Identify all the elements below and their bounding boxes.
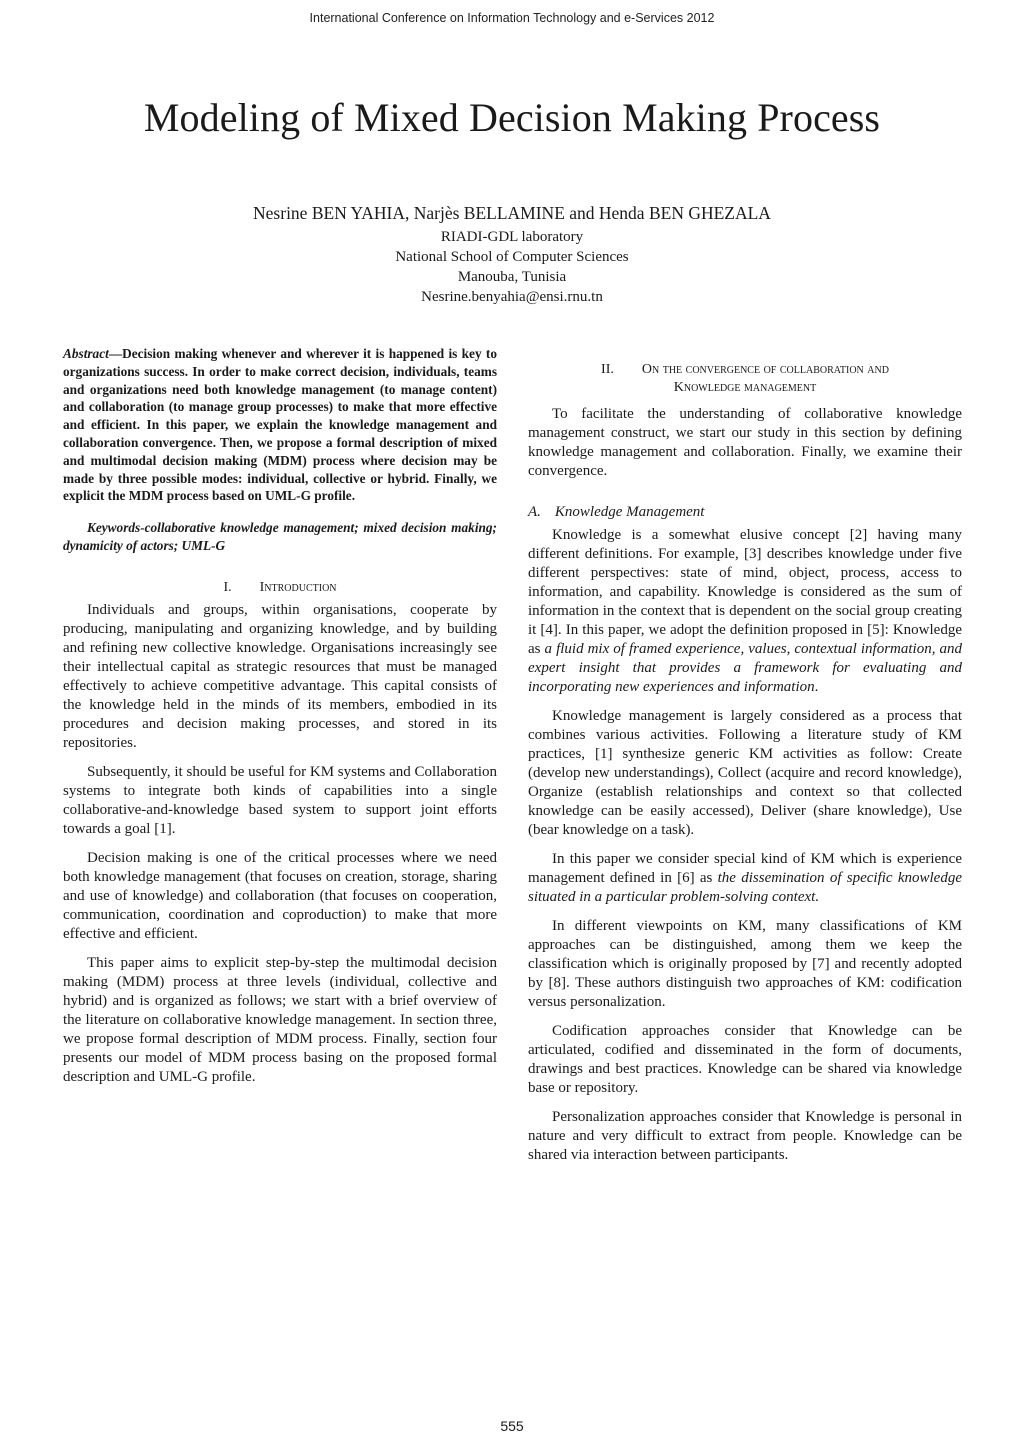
abstract-text: —Decision making whenever and wherever it is happened is key to organizations success. In order to make correct decision, individuals, teams and organizations need both knowledge management (to manage content) and collaboration (to manage group processes) to make that more effective and efficient. In this paper, we explain the knowledge management and collaboration convergence. Then, we propose a formal description of mixed and multimodal decision making (MDM) process where decision may be made by three possible modes: individual, collective or hybrid. Finally, we explicit the MDM process based on UML-G profile. [63,346,497,504]
body-paragraph: To facilitate the understanding of collaborative knowledge management construct, we start our study in this section by defining knowledge management and collaboration. Finally, we examine their convergence. [528,406,962,479]
affiliation-school: National School of Computer Sciences [395,249,629,265]
abstract-label: Abstract [63,346,109,361]
subsection-number: A. [528,504,541,520]
subsection-title: Knowledge Management [554,504,705,520]
conference-header: International Conference on Information Technology and e-Services 2012 [309,11,715,25]
paper-title: Modeling of Mixed Decision Making Process [143,95,881,140]
body-paragraph: Knowledge management is largely considered as a process that combines various activities. Following a literature study of KM practices, [1] synthesize generic KM activities as follow: Create (develop new understandings), Collect (acquire and record knowledge), Organize (establish relationships and context so that collected knowledge can be easily accessed), Deliver (share knowledge), Use (bear knowledge on a task). [528,708,962,838]
body-paragraph: Decision making is one of the critical processes where we need both knowledge management (that focuses on creation, storage, sharing and use of knowledge) and collaboration (that focuses on cooperation, communication, coordination and coproduction) to make that more effective and efficient. [63,849,497,942]
body-paragraph: Individuals and groups, within organisations, cooperate by producing, manipulating and organizing knowledge, and by building and refining new collective knowledge. Organisations increasingly see their intellectual capital as strategic resources that must be managed effectively to achieve competitive advantage. This capital consists of the knowledge held in the minds of its members, embodied in its procedures and decision making processes, and stored in its repositories. [63,601,497,751]
section-title: Introduction [259,579,337,595]
section-heading [63,579,497,597]
body-paragraph: In different viewpoints on KM, many classifications of KM approaches can be distinguished, among them we keep the classification which is originally proposed by [7] and recently adopted by [8]. These authors distinguish two approaches of KM: codification versus personalization. [528,918,962,1010]
affiliation-location: Manouba, Tunisia [457,269,567,285]
section-heading [528,361,962,397]
section-title-line2: Knowledge management [673,380,817,395]
body-paragraph: In this paper we consider special kind of KM which is experience management defined in [6] as the dissemination of specific knowledge situated in a particular problem-solving context. [528,851,962,905]
right-column [528,345,962,1165]
author-list: Nesrine BEN YAHIA, Narjès BELLAMINE and Henda BEN GHEZALA [253,203,771,223]
section-title-line1: On the convergence of collaboration and [641,362,889,377]
body-paragraph: Personalization approaches consider that Knowledge is personal in nature and very difficult to extract from people. Knowledge can be shared via interaction between participants. [528,1109,962,1163]
section-number: I. [223,579,232,595]
section-number: II. [601,362,614,377]
body-paragraph: Codification approaches consider that Knowledge can be articulated, codified and disseminated in the form of documents, drawings and best practices. Knowledge can be shared via knowledge base or repository. [528,1023,962,1096]
body-paragraph: Knowledge is a somewhat elusive concept [2] having many different definitions. For example, [3] describes knowledge under five different perspectives: state of mind, object, process, access to information, and capability. Knowledge is considered as the sum of information in the context that is dependent on the social group creating it [4]. In this paper, we adopt the definition proposed in [5]: Knowledge as a fluid mix of framed experience, values, contextual information, and expert insight that provides a framework for evaluating and incorporating new experiences and information. [528,527,962,695]
affiliation-email: Nesrine.benyahia@ensi.rnu.tn [421,289,603,305]
subsection-heading [528,503,962,522]
affiliation-lab: RIADI-GDL laboratory [440,229,584,245]
affiliation-block [0,227,1024,307]
keywords: Keywords-collaborative knowledge management; mixed decision making; dynamicity of actors; UML-G [63,520,497,553]
body-paragraph: Subsequently, it should be useful for KM systems and Collaboration systems to integrate both kinds of capabilities into a single collaborative-and-knowledge based system to support joint efforts towards a goal [1]. [63,763,497,837]
page-number: 555 [500,1418,524,1434]
abstract [63,345,497,505]
body-paragraph: This paper aims to explicit step-by-step the multimodal decision making (MDM) process at three levels (individual, collective and hybrid) and is organized as follows; we start with a brief overview of the literature on collaborative knowledge management. In section three, we propose formal description of MDM process. Finally, section four presents our model of MDM process basing on the proposed formal description and UML-G profile. [63,954,497,1085]
left-column [63,345,497,1087]
